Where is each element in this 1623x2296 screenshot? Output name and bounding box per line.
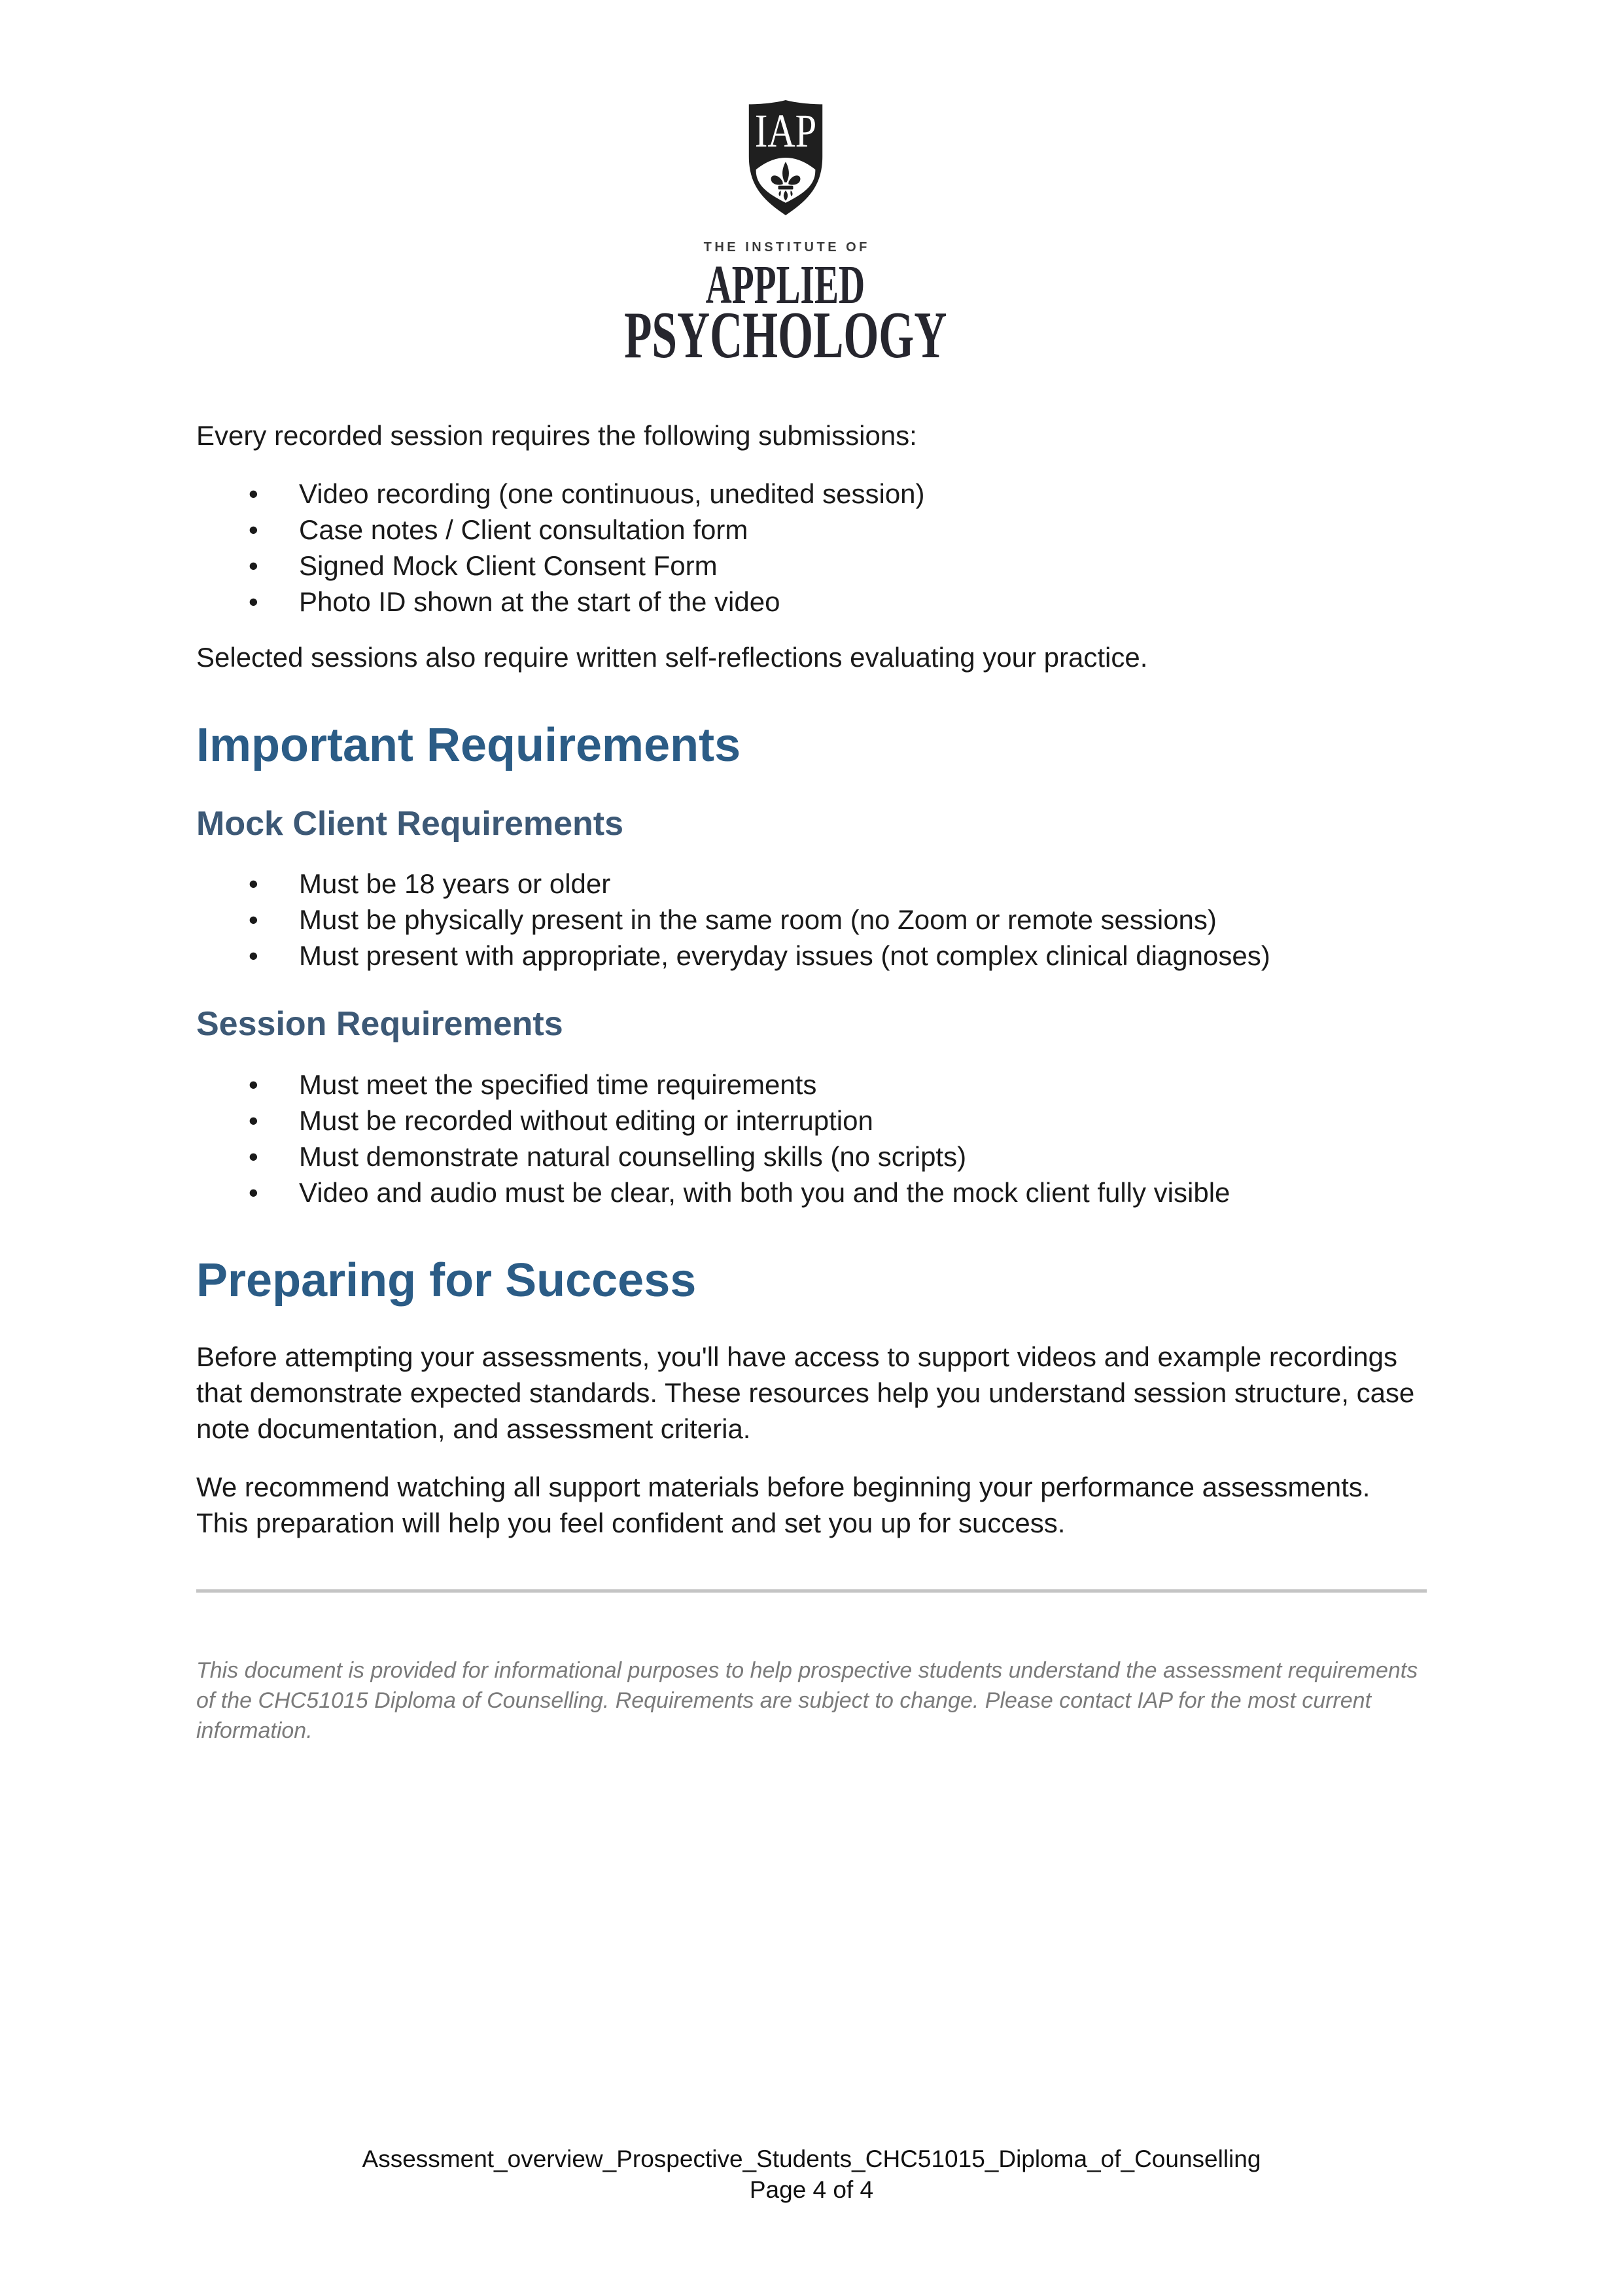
page-footer [0, 2144, 1623, 2205]
logo-applied-text: APPLIED [705, 255, 865, 315]
footer-filename: Assessment_overview_Prospective_Students_CHC51015_Diploma_of_Counselling [362, 2146, 1261, 2172]
list-item: • Video recording (one continuous, unedited session) [196, 476, 1427, 512]
divider-line [196, 1589, 1427, 1593]
mock-client-requirements-list [196, 866, 1427, 974]
footer-page-number: Page 4 of 4 [749, 2176, 874, 2203]
logo-psychology-text: PSYCHOLOGY [623, 298, 947, 372]
subsection-title-mock-client-requirements: Mock Client Requirements [196, 805, 624, 843]
intro-lead-paragraph: Every recorded session requires the following submissions: [196, 419, 917, 451]
list-item: • Photo ID shown at the start of the video [196, 584, 1427, 620]
section-title-preparing-for-success: Preparing for Success [196, 1254, 697, 1307]
list-item: • Video and audio must be clear, with both you and the mock client fully visible [196, 1174, 1427, 1210]
iap-shield-icon [741, 98, 830, 217]
list-item: • Case notes / Client consultation form [196, 512, 1427, 548]
shield-monogram: IAP [754, 105, 816, 157]
list-item: • Signed Mock Client Consent Form [196, 548, 1427, 584]
preparing-paragraph-2: We recommend watching all support materials before beginning your performance assessments. This preparation will help you feel confident and set you up for success. [196, 1472, 1370, 1539]
list-item: • Must be recorded without editing or interruption [196, 1103, 1427, 1139]
list-item: • Must present with appropriate, everyday issues (not complex clinical diagnoses) [196, 938, 1427, 974]
submission-requirements-list [196, 476, 1427, 620]
list-item: • Must demonstrate natural counselling skills (no scripts) [196, 1139, 1427, 1174]
list-item: • Must be physically present in the same room (no Zoom or remote sessions) [196, 902, 1427, 938]
list-item: • Must meet the specified time requirements [196, 1067, 1427, 1103]
session-requirements-list [196, 1067, 1427, 1210]
list-item: • Must be 18 years or older [196, 866, 1427, 902]
subsection-title-session-requirements: Session Requirements [196, 1005, 563, 1044]
disclaimer-text: This document is provided for informational purposes to help prospective students understand the assessment requirements of the CHC51015 Diploma of Counselling. Requirements are subject to change. Please contact IAP for the most current information. [196, 1658, 1418, 1744]
logo-institute-of-text: THE INSTITUTE OF [703, 240, 870, 255]
intro-note-paragraph: Selected sessions also require written self-reflections evaluating your practice. [196, 641, 1148, 673]
preparing-paragraph-1: Before attempting your assessments, you'll have access to support videos and example recordings that demonstrate expected standards. These resources help you understand session structure, case note documentation, and assessment criteria. [196, 1341, 1415, 1445]
iap-logo [170, 98, 1401, 372]
section-title-important-requirements: Important Requirements [196, 718, 741, 771]
